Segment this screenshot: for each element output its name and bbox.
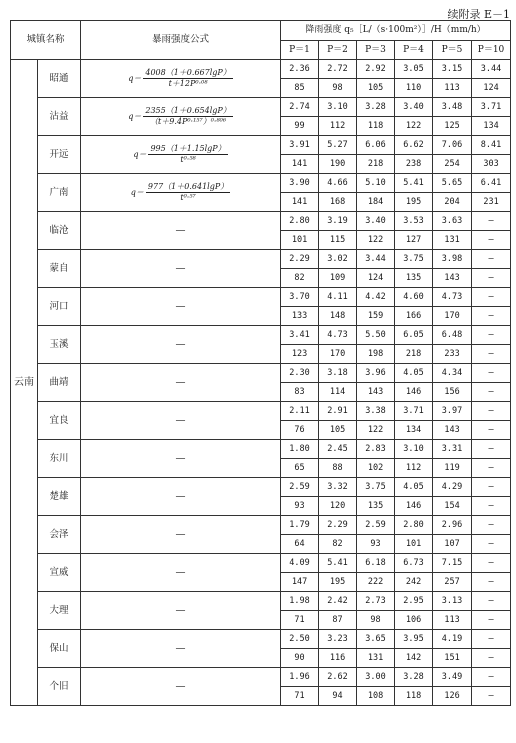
- intensity-h-cell: 238: [395, 155, 433, 174]
- intensity-q-cell: 6.73: [395, 554, 433, 573]
- intensity-q-cell: 2.59: [357, 516, 395, 535]
- formula-cell: [81, 402, 281, 440]
- intensity-header: 降雨强度 q₅［L/（s·100m²）］/H（mm/h）: [281, 21, 511, 41]
- formula-dash: —: [175, 338, 186, 350]
- intensity-h-cell: 141: [281, 193, 319, 212]
- intensity-q-cell: 5.65: [433, 174, 472, 193]
- city-name-cell: 楚雄: [38, 478, 81, 516]
- intensity-h-cell: 166: [395, 307, 433, 326]
- intensity-h-cell: 99: [281, 117, 319, 136]
- intensity-h-cell: 122: [357, 421, 395, 440]
- intensity-h-cell: —: [472, 687, 511, 706]
- intensity-h-cell: 147: [281, 573, 319, 592]
- formula-fraction: [148, 145, 227, 164]
- intensity-h-cell: 98: [357, 611, 395, 630]
- intensity-h-cell: 233: [433, 345, 472, 364]
- formula-cell: [81, 592, 281, 630]
- intensity-q-cell: 3.10: [319, 98, 357, 117]
- formula-cell: [81, 516, 281, 554]
- intensity-q-cell: 3.23: [319, 630, 357, 649]
- intensity-h-cell: 143: [357, 383, 395, 402]
- table-body: [11, 60, 511, 706]
- intensity-q-cell: 3.28: [357, 98, 395, 117]
- formula-dash: —: [175, 566, 186, 578]
- intensity-h-cell: 107: [433, 535, 472, 554]
- intensity-q-cell: 3.05: [395, 60, 433, 79]
- intensity-h-cell: 254: [433, 155, 472, 174]
- intensity-h-cell: —: [472, 269, 511, 288]
- intensity-q-cell: 2.80: [395, 516, 433, 535]
- formula-cell: [81, 250, 281, 288]
- intensity-q-cell: 2.92: [357, 60, 395, 79]
- intensity-h-cell: 82: [319, 535, 357, 554]
- table-row: [11, 250, 511, 269]
- city-name-cell: 曲靖: [38, 364, 81, 402]
- formula-cell: [81, 364, 281, 402]
- intensity-h-cell: 113: [433, 611, 472, 630]
- intensity-q-cell: 3.40: [357, 212, 395, 231]
- formula-numerator: 995（1＋1.15lgP）: [150, 144, 226, 153]
- intensity-q-cell: 6.06: [357, 136, 395, 155]
- formula-dash: —: [175, 224, 186, 236]
- intensity-q-cell: —: [472, 364, 511, 383]
- intensity-h-cell: 190: [319, 155, 357, 174]
- intensity-q-cell: 3.44: [357, 250, 395, 269]
- intensity-q-cell: —: [472, 592, 511, 611]
- intensity-h-cell: 124: [357, 269, 395, 288]
- intensity-q-cell: 8.41: [472, 136, 511, 155]
- period-header: P＝4: [395, 41, 433, 60]
- intensity-h-cell: 123: [281, 345, 319, 364]
- intensity-q-cell: 3.48: [433, 98, 472, 117]
- intensity-h-cell: 90: [281, 649, 319, 668]
- intensity-q-cell: 4.19: [433, 630, 472, 649]
- intensity-q-cell: 2.74: [281, 98, 319, 117]
- formula-cell: [81, 440, 281, 478]
- formula-cell: [81, 554, 281, 592]
- city-name-cell: 临沧: [38, 212, 81, 250]
- formula-cell: [81, 668, 281, 706]
- table-row: [11, 136, 511, 155]
- formula-cell: [81, 630, 281, 668]
- intensity-q-cell: 4.34: [433, 364, 472, 383]
- formula-cell: [81, 136, 281, 174]
- intensity-h-cell: —: [472, 649, 511, 668]
- intensity-h-cell: 257: [433, 573, 472, 592]
- intensity-h-cell: 102: [357, 459, 395, 478]
- intensity-q-cell: 5.50: [357, 326, 395, 345]
- intensity-h-cell: —: [472, 611, 511, 630]
- intensity-q-cell: 2.80: [281, 212, 319, 231]
- intensity-h-cell: 112: [395, 459, 433, 478]
- intensity-q-cell: 2.91: [319, 402, 357, 421]
- intensity-q-cell: 2.83: [357, 440, 395, 459]
- intensity-h-cell: 156: [433, 383, 472, 402]
- city-name-cell: 大理: [38, 592, 81, 630]
- intensity-h-cell: 110: [395, 79, 433, 98]
- intensity-q-cell: 3.96: [357, 364, 395, 383]
- intensity-q-cell: 3.65: [357, 630, 395, 649]
- intensity-h-cell: 143: [433, 421, 472, 440]
- intensity-q-cell: 2.42: [319, 592, 357, 611]
- intensity-q-cell: —: [472, 250, 511, 269]
- intensity-h-cell: 146: [395, 383, 433, 402]
- intensity-q-cell: 6.41: [472, 174, 511, 193]
- intensity-h-cell: 141: [281, 155, 319, 174]
- formula-cell: [81, 478, 281, 516]
- table-row: [11, 60, 511, 79]
- formula-header: 暴雨强度公式: [81, 21, 281, 60]
- period-header: P＝10: [472, 41, 511, 60]
- intensity-q-cell: 3.18: [319, 364, 357, 383]
- intensity-h-cell: 71: [281, 687, 319, 706]
- intensity-h-cell: 195: [319, 573, 357, 592]
- intensity-h-cell: 108: [357, 687, 395, 706]
- intensity-h-cell: —: [472, 231, 511, 250]
- formula-dash: —: [175, 300, 186, 312]
- intensity-h-cell: 119: [433, 459, 472, 478]
- intensity-h-cell: 76: [281, 421, 319, 440]
- city-name-cell: 宜良: [38, 402, 81, 440]
- intensity-q-cell: 3.15: [433, 60, 472, 79]
- intensity-q-cell: 4.11: [319, 288, 357, 307]
- intensity-q-cell: 3.71: [472, 98, 511, 117]
- formula-dash: —: [175, 642, 186, 654]
- intensity-h-cell: 135: [357, 497, 395, 516]
- intensity-h-cell: 131: [357, 649, 395, 668]
- intensity-q-cell: 4.42: [357, 288, 395, 307]
- intensity-h-cell: 148: [319, 307, 357, 326]
- intensity-q-cell: —: [472, 516, 511, 535]
- intensity-h-cell: 303: [472, 155, 511, 174]
- table-row: [11, 212, 511, 231]
- city-name-cell: 开远: [38, 136, 81, 174]
- intensity-h-cell: 170: [433, 307, 472, 326]
- intensity-h-cell: —: [472, 307, 511, 326]
- intensity-h-cell: 143: [433, 269, 472, 288]
- intensity-q-cell: 7.15: [433, 554, 472, 573]
- city-name-cell: 保山: [38, 630, 81, 668]
- intensity-h-cell: 65: [281, 459, 319, 478]
- intensity-h-cell: 112: [319, 117, 357, 136]
- intensity-h-cell: 135: [395, 269, 433, 288]
- intensity-q-cell: 2.45: [319, 440, 357, 459]
- table-row: [11, 516, 511, 535]
- intensity-h-cell: 122: [395, 117, 433, 136]
- formula-cell: [81, 98, 281, 136]
- intensity-q-cell: 7.06: [433, 136, 472, 155]
- intensity-h-cell: 71: [281, 611, 319, 630]
- formula-dash: —: [175, 528, 186, 540]
- intensity-q-cell: 6.62: [395, 136, 433, 155]
- intensity-h-cell: 105: [319, 421, 357, 440]
- rainfall-intensity-table: [10, 20, 511, 706]
- intensity-q-cell: 6.05: [395, 326, 433, 345]
- intensity-h-cell: 105: [357, 79, 395, 98]
- table-row: [11, 478, 511, 497]
- intensity-q-cell: 4.05: [395, 364, 433, 383]
- table-row: [11, 440, 511, 459]
- formula-dash: —: [175, 490, 186, 502]
- intensity-q-cell: 3.70: [281, 288, 319, 307]
- table-row: [11, 288, 511, 307]
- formula-cell: [81, 288, 281, 326]
- intensity-h-cell: 204: [433, 193, 472, 212]
- formula-dash: —: [175, 262, 186, 274]
- intensity-q-cell: 1.80: [281, 440, 319, 459]
- city-name-cell: 东川: [38, 440, 81, 478]
- intensity-q-cell: 3.40: [395, 98, 433, 117]
- formula-denominator: t＋12P⁰·⁰⁸: [168, 79, 208, 88]
- city-name-header: 城镇名称: [11, 21, 81, 60]
- formula-numerator: 2355（1＋0.654lgP）: [145, 106, 231, 115]
- formula-dash: —: [175, 604, 186, 616]
- formula-numerator: 4008（1＋0.667lgP）: [145, 68, 231, 77]
- intensity-h-cell: 118: [395, 687, 433, 706]
- intensity-h-cell: 116: [319, 649, 357, 668]
- intensity-q-cell: —: [472, 668, 511, 687]
- intensity-q-cell: 3.02: [319, 250, 357, 269]
- intensity-q-cell: —: [472, 326, 511, 345]
- formula-lhs: q＝: [133, 149, 147, 159]
- formula-lhs: q＝: [130, 187, 144, 197]
- intensity-q-cell: 4.05: [395, 478, 433, 497]
- intensity-q-cell: 3.41: [281, 326, 319, 345]
- intensity-q-cell: 2.95: [395, 592, 433, 611]
- intensity-q-cell: —: [472, 440, 511, 459]
- intensity-q-cell: 6.18: [357, 554, 395, 573]
- intensity-q-cell: 1.98: [281, 592, 319, 611]
- intensity-h-cell: 159: [357, 307, 395, 326]
- intensity-q-cell: 2.96: [433, 516, 472, 535]
- formula-denominator: t⁰·⁵⁷: [180, 193, 196, 202]
- intensity-h-cell: 146: [395, 497, 433, 516]
- intensity-q-cell: 3.00: [357, 668, 395, 687]
- period-header: P＝1: [281, 41, 319, 60]
- city-name-cell: 宣威: [38, 554, 81, 592]
- city-name-cell: 会泽: [38, 516, 81, 554]
- formula-fraction: [146, 183, 230, 202]
- intensity-q-cell: 3.63: [433, 212, 472, 231]
- formula-lhs: q＝: [128, 73, 142, 83]
- intensity-q-cell: 3.97: [433, 402, 472, 421]
- city-name-cell: 河口: [38, 288, 81, 326]
- intensity-h-cell: —: [472, 459, 511, 478]
- intensity-q-cell: 3.19: [319, 212, 357, 231]
- formula-numerator: 977（1＋0.641lgP）: [147, 182, 229, 191]
- intensity-h-cell: 151: [433, 649, 472, 668]
- intensity-q-cell: 3.44: [472, 60, 511, 79]
- intensity-h-cell: 122: [357, 231, 395, 250]
- intensity-h-cell: 170: [319, 345, 357, 364]
- city-name-cell: 个旧: [38, 668, 81, 706]
- period-header: P＝2: [319, 41, 357, 60]
- intensity-q-cell: —: [472, 212, 511, 231]
- intensity-q-cell: —: [472, 554, 511, 573]
- intensity-h-cell: 82: [281, 269, 319, 288]
- intensity-q-cell: —: [472, 630, 511, 649]
- intensity-q-cell: 2.29: [319, 516, 357, 535]
- intensity-q-cell: 3.38: [357, 402, 395, 421]
- intensity-h-cell: 218: [395, 345, 433, 364]
- intensity-q-cell: 2.73: [357, 592, 395, 611]
- intensity-h-cell: 195: [395, 193, 433, 212]
- city-name-cell: 蒙自: [38, 250, 81, 288]
- city-name-cell: 昭通: [38, 60, 81, 98]
- intensity-h-cell: 83: [281, 383, 319, 402]
- intensity-q-cell: 3.32: [319, 478, 357, 497]
- intensity-h-cell: 109: [319, 269, 357, 288]
- intensity-h-cell: 131: [433, 231, 472, 250]
- intensity-h-cell: 154: [433, 497, 472, 516]
- intensity-h-cell: 127: [395, 231, 433, 250]
- intensity-q-cell: 3.95: [395, 630, 433, 649]
- intensity-q-cell: 3.13: [433, 592, 472, 611]
- intensity-q-cell: 4.73: [319, 326, 357, 345]
- intensity-q-cell: 3.49: [433, 668, 472, 687]
- intensity-h-cell: 101: [281, 231, 319, 250]
- intensity-h-cell: 98: [319, 79, 357, 98]
- intensity-h-cell: 242: [395, 573, 433, 592]
- intensity-h-cell: 126: [433, 687, 472, 706]
- intensity-h-cell: 168: [319, 193, 357, 212]
- formula-dash: —: [175, 680, 186, 692]
- intensity-h-cell: —: [472, 497, 511, 516]
- intensity-q-cell: 2.36: [281, 60, 319, 79]
- province-cell: 云南: [11, 60, 38, 706]
- intensity-q-cell: 4.60: [395, 288, 433, 307]
- intensity-q-cell: 4.66: [319, 174, 357, 193]
- intensity-h-cell: 184: [357, 193, 395, 212]
- intensity-h-cell: 85: [281, 79, 319, 98]
- formula-cell: [81, 174, 281, 212]
- intensity-q-cell: 5.27: [319, 136, 357, 155]
- intensity-h-cell: 118: [357, 117, 395, 136]
- table-row: [11, 554, 511, 573]
- intensity-q-cell: 3.31: [433, 440, 472, 459]
- intensity-q-cell: 3.10: [395, 440, 433, 459]
- intensity-q-cell: 3.75: [395, 250, 433, 269]
- intensity-q-cell: 3.91: [281, 136, 319, 155]
- formula-denominator: （t＋9.4P⁰·¹⁵⁷）⁰·⁸⁰⁶: [150, 117, 227, 126]
- intensity-h-cell: 134: [472, 117, 511, 136]
- intensity-q-cell: 3.71: [395, 402, 433, 421]
- intensity-h-cell: 198: [357, 345, 395, 364]
- formula-cell: [81, 212, 281, 250]
- intensity-q-cell: 1.96: [281, 668, 319, 687]
- intensity-q-cell: 2.72: [319, 60, 357, 79]
- intensity-h-cell: 88: [319, 459, 357, 478]
- table-row: [11, 174, 511, 193]
- intensity-q-cell: 2.30: [281, 364, 319, 383]
- formula-fraction: [143, 69, 232, 88]
- intensity-h-cell: 64: [281, 535, 319, 554]
- intensity-h-cell: 142: [395, 649, 433, 668]
- formula-cell: [81, 60, 281, 98]
- intensity-h-cell: 93: [281, 497, 319, 516]
- intensity-q-cell: 3.53: [395, 212, 433, 231]
- intensity-h-cell: 115: [319, 231, 357, 250]
- intensity-q-cell: 2.59: [281, 478, 319, 497]
- intensity-h-cell: —: [472, 573, 511, 592]
- intensity-q-cell: —: [472, 478, 511, 497]
- city-name-cell: 沾益: [38, 98, 81, 136]
- intensity-h-cell: 120: [319, 497, 357, 516]
- intensity-q-cell: 5.41: [395, 174, 433, 193]
- intensity-h-cell: 134: [395, 421, 433, 440]
- intensity-q-cell: 4.09: [281, 554, 319, 573]
- table-row: [11, 592, 511, 611]
- intensity-q-cell: 4.29: [433, 478, 472, 497]
- intensity-q-cell: 3.28: [395, 668, 433, 687]
- period-header: P＝5: [433, 41, 472, 60]
- intensity-h-cell: 101: [395, 535, 433, 554]
- intensity-q-cell: 2.29: [281, 250, 319, 269]
- intensity-q-cell: 2.50: [281, 630, 319, 649]
- formula-denominator: t⁰·⁵⁸: [180, 155, 196, 164]
- intensity-q-cell: 2.62: [319, 668, 357, 687]
- city-name-cell: 玉溪: [38, 326, 81, 364]
- intensity-q-cell: 2.11: [281, 402, 319, 421]
- intensity-q-cell: 6.48: [433, 326, 472, 345]
- intensity-q-cell: 4.73: [433, 288, 472, 307]
- intensity-h-cell: —: [472, 535, 511, 554]
- intensity-q-cell: 3.75: [357, 478, 395, 497]
- intensity-h-cell: 222: [357, 573, 395, 592]
- table-row: [11, 98, 511, 117]
- formula-cell: [81, 326, 281, 364]
- formula-dash: —: [175, 376, 186, 388]
- intensity-h-cell: 125: [433, 117, 472, 136]
- intensity-h-cell: 133: [281, 307, 319, 326]
- intensity-h-cell: 94: [319, 687, 357, 706]
- formula-lhs: q＝: [128, 111, 142, 121]
- formula-dash: —: [175, 414, 186, 426]
- intensity-h-cell: —: [472, 383, 511, 402]
- intensity-h-cell: 93: [357, 535, 395, 554]
- intensity-h-cell: 231: [472, 193, 511, 212]
- table-row: [11, 630, 511, 649]
- intensity-q-cell: —: [472, 288, 511, 307]
- intensity-h-cell: 218: [357, 155, 395, 174]
- table-row: [11, 402, 511, 421]
- city-name-cell: 广南: [38, 174, 81, 212]
- table-row: [11, 364, 511, 383]
- period-header: P＝3: [357, 41, 395, 60]
- intensity-h-cell: —: [472, 421, 511, 440]
- intensity-q-cell: 5.10: [357, 174, 395, 193]
- intensity-q-cell: 1.79: [281, 516, 319, 535]
- table-row: [11, 668, 511, 687]
- intensity-h-cell: 113: [433, 79, 472, 98]
- intensity-h-cell: 87: [319, 611, 357, 630]
- intensity-q-cell: 3.98: [433, 250, 472, 269]
- intensity-h-cell: 124: [472, 79, 511, 98]
- intensity-q-cell: 5.41: [319, 554, 357, 573]
- formula-dash: —: [175, 452, 186, 464]
- intensity-q-cell: 3.90: [281, 174, 319, 193]
- intensity-q-cell: —: [472, 402, 511, 421]
- table-row: [11, 326, 511, 345]
- intensity-h-cell: 106: [395, 611, 433, 630]
- table-caption: 续附录 E－1: [447, 8, 510, 21]
- formula-fraction: [143, 107, 232, 126]
- intensity-h-cell: 114: [319, 383, 357, 402]
- intensity-h-cell: —: [472, 345, 511, 364]
